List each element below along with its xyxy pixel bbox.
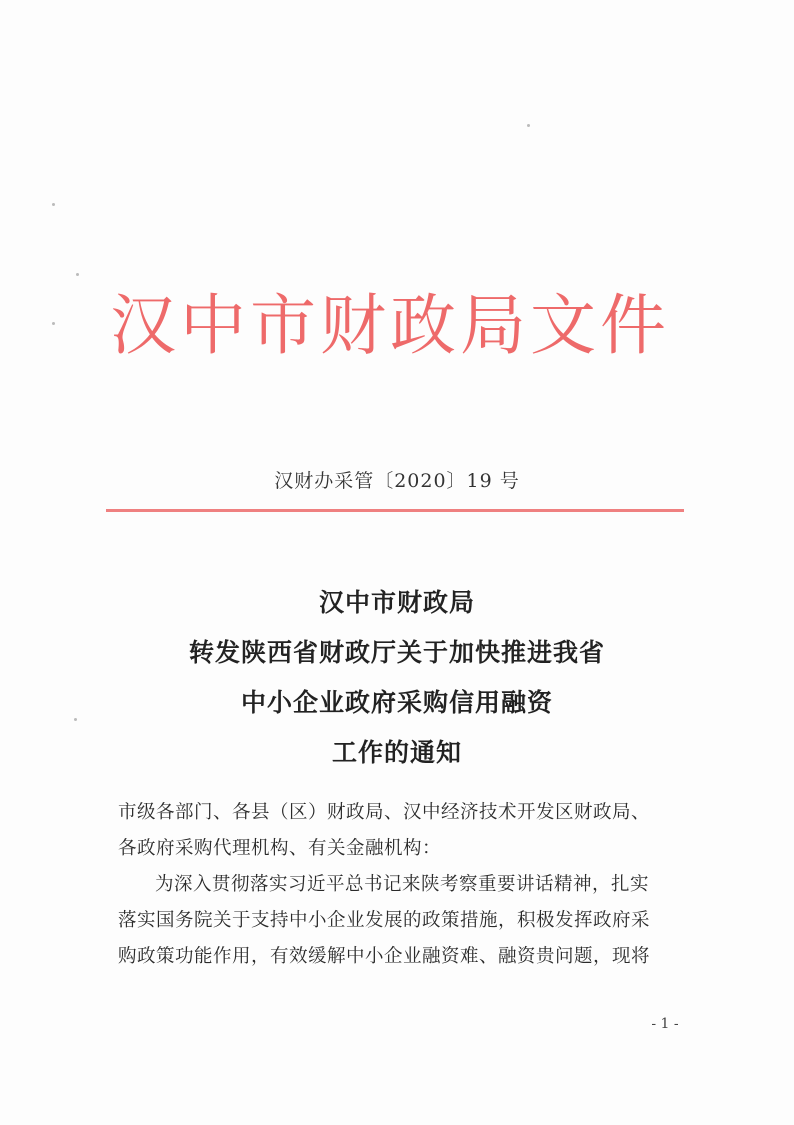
recipient-line: 市级各部门、各县（区）财政局、汉中经济技术开发区财政局、 bbox=[118, 802, 651, 823]
red-divider-line bbox=[106, 509, 684, 512]
document-title bbox=[100, 578, 694, 778]
recipient-line: 各政府采购代理机构、有关金融机构： bbox=[118, 838, 442, 859]
paragraph-line: 落实国务院关于支持中小企业发展的政策措施，积极发挥政府采 bbox=[118, 910, 651, 931]
scan-speck bbox=[52, 203, 55, 206]
document-header-title: 汉中市财政局文件 bbox=[110, 287, 670, 364]
title-line: 工作的通知 bbox=[331, 738, 462, 767]
scan-speck bbox=[52, 322, 55, 325]
title-line: 中小企业政府采购信用融资 bbox=[240, 688, 553, 717]
page-number: - 1 - bbox=[651, 1016, 679, 1032]
scan-speck bbox=[76, 273, 79, 276]
paragraph-line: 为深入贯彻落实习近平总书记来陕考察重要讲话精神，扎实 bbox=[155, 874, 650, 895]
document-body bbox=[118, 795, 688, 975]
scan-speck bbox=[74, 718, 77, 721]
document-number: 汉财办采管〔2020〕19 号 bbox=[274, 470, 520, 492]
title-line: 转发陕西省财政厅关于加快推进我省 bbox=[188, 638, 605, 667]
paragraph-line: 购政策功能作用，有效缓解中小企业融资难、融资贵问题，现将 bbox=[118, 946, 651, 967]
title-line: 汉中市财政局 bbox=[318, 588, 475, 617]
scan-speck bbox=[527, 124, 530, 127]
